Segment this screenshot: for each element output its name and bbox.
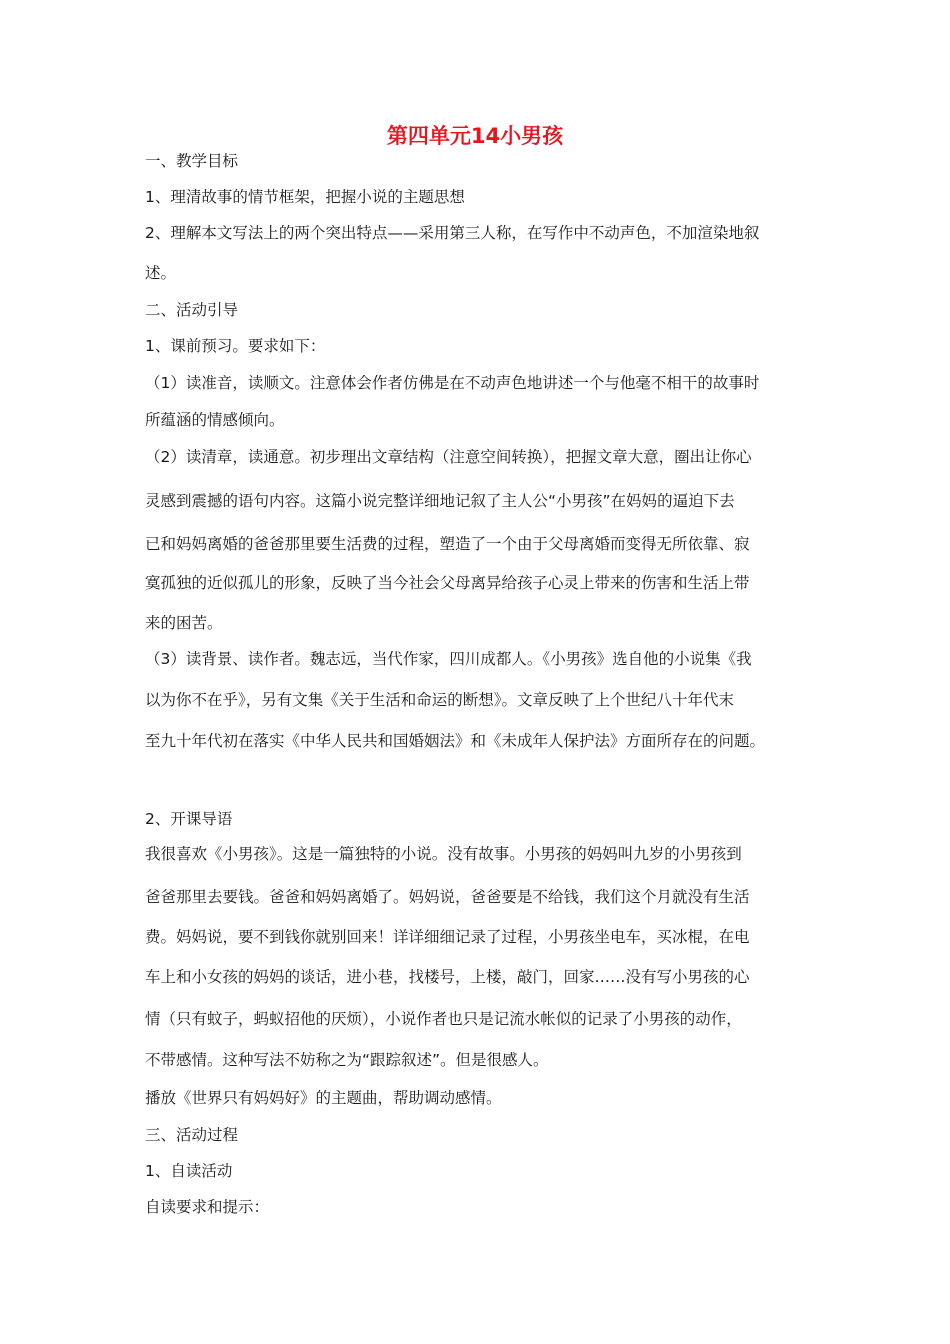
section-heading-teaching-goals: 一、教学目标 <box>145 152 239 170</box>
intro-paragraph-line-5: 情（只有蚊子，蚂蚁招他的厌烦），小说作者也只是记流水帐似的记录了小男孩的动作， <box>145 1010 742 1028</box>
self-reading-requirements: 自读要求和提示： <box>145 1198 270 1216</box>
section-heading-activity-guide: 二、活动引导 <box>145 301 239 319</box>
section-heading-activity-process: 三、活动过程 <box>145 1126 239 1144</box>
document-title: 第四单元14小男孩 <box>386 124 564 148</box>
intro-paragraph-line-1: 我很喜欢《小男孩》。这是一篇独特的小说。没有故事。小男孩的妈妈叫九岁的小男孩到 <box>145 845 742 863</box>
intro-heading: 2、开课导语 <box>145 810 233 828</box>
preview-item-1: （1）读准音，读顺文。注意体会作者仿佛是在不动声色地讲述一个与他毫不相干的故事时 <box>145 374 760 392</box>
preview-item-1-continued: 所蕴涵的情感倾向。 <box>145 411 285 429</box>
preview-item-2-line-5: 来的困苦。 <box>145 614 223 632</box>
preview-heading: 1、课前预习。要求如下： <box>145 337 326 355</box>
intro-paragraph-line-4: 车上和小女孩的妈妈的谈话，进小巷，找楼号，上楼，敲门，回家……没有写小男孩的心 <box>145 968 750 986</box>
intro-paragraph-line-6: 不带感情。这种写法不妨称之为“跟踪叙述”。但是很感人。 <box>145 1051 549 1069</box>
preview-item-2-line-4: 寞孤独的近似孤儿的形象，反映了当今社会父母离异给孩子心灵上带来的伤害和生活上带 <box>145 574 750 592</box>
goal-item-2: 2、理解本文写法上的两个突出特点——采用第三人称，在写作中不动声色，不加渲染地叙 <box>145 224 760 242</box>
goal-item-2-continued: 述。 <box>145 264 177 282</box>
preview-item-3-line-3: 至九十年代初在落实《中华人民共和国婚姻法》和《未成年人保护法》方面所存在的问题。 <box>145 732 766 750</box>
play-song-line: 播放《世界只有妈妈好》的主题曲，帮助调动感情。 <box>145 1089 502 1107</box>
preview-item-2-line-3: 已和妈妈离婚的爸爸那里要生活费的过程，塑造了一个由于父母离婚而变得无所依靠、寂 <box>145 535 750 553</box>
intro-paragraph-line-3: 费。妈妈说，要不到钱你就别回来！详详细细记录了过程，小男孩坐电车，买冰棍，在电 <box>145 928 750 946</box>
intro-paragraph-line-2: 爸爸那里去要钱。爸爸和妈妈离婚了。妈妈说，爸爸要是不给钱，我们这个月就没有生活 <box>145 888 750 906</box>
goal-item-1: 1、理清故事的情节框架，把握小说的主题思想 <box>145 188 465 206</box>
self-reading-heading: 1、自读活动 <box>145 1162 233 1180</box>
preview-item-2: （2）读清章，读通意。初步理出文章结构（注意空间转换），把握文章大意，圈出让你心 <box>145 448 752 466</box>
preview-item-3: （3）读背景、读作者。魏志远，当代作家，四川成都人。《小男孩》选自他的小说集《我 <box>145 650 752 668</box>
preview-item-3-line-2: 以为你不在乎》，另有文集《关于生活和命运的断想》。文章反映了上个世纪八十年代末 <box>145 691 735 709</box>
preview-item-2-line-2: 灵感到震撼的语句内容。这篇小说完整详细地记叙了主人公“小男孩”在妈妈的逼迫下去 <box>145 492 735 510</box>
